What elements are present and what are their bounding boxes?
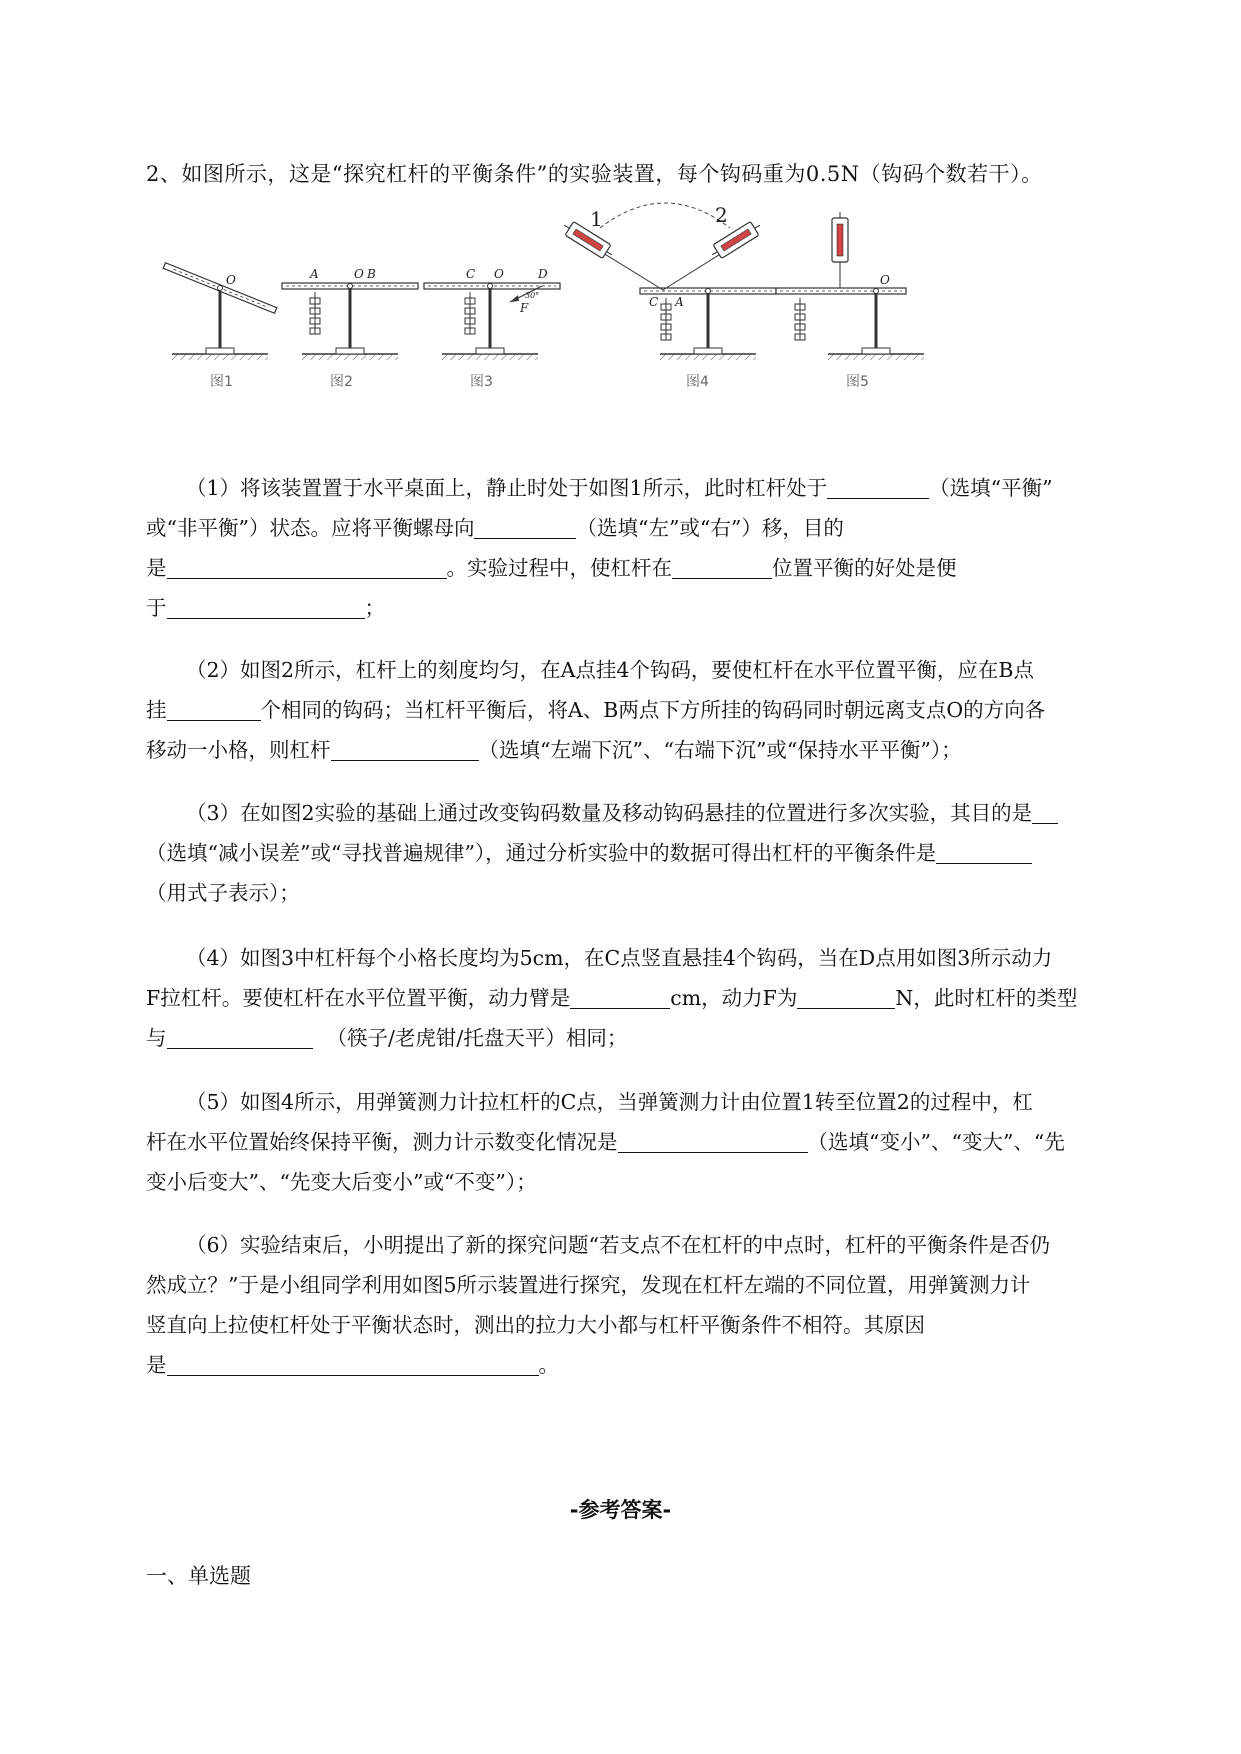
part5-line1: （5）如图4所示，用弹簧测力计拉杠杆的C点，当弹簧测力计由位置1转至位置2的过程中，杠 [186, 1090, 1033, 1114]
part4-blank-2[interactable] [797, 984, 895, 1009]
part5-line2: 杆在水平位置始终保持平衡，测力计示数变化情况是 [146, 1130, 618, 1154]
part1-line2b: （选填“左”或“右”）移，目的 [576, 516, 844, 540]
part-5 [146, 1082, 1176, 1202]
figure-2 [282, 267, 418, 390]
fig5-point-o: O [880, 273, 890, 287]
fig3-point-o: O [494, 267, 504, 281]
fig5-label: 图5 [846, 374, 869, 390]
part-2 [146, 650, 1176, 770]
part6-line4b: 。 [538, 1353, 559, 1377]
part3-line3: （用式子表示）； [146, 881, 300, 905]
part4-blank-3[interactable] [167, 1024, 313, 1049]
part-1 [146, 468, 1176, 628]
part1-line1: （1）将该装置置于水平桌面上，静止时处于如图1所示，此时杠杆处于 [186, 476, 828, 500]
part3-blank-2[interactable] [936, 839, 1032, 864]
part-3 [146, 793, 1176, 913]
fig3-label: 图3 [470, 374, 493, 390]
part6-line2: 然成立？”于是小组同学利用如图5所示装置进行探究，发现在杠杆左端的不同位置，用弹簧测力计 [146, 1273, 1031, 1297]
question-title: 2、如图所示，这是“探究杠杆的平衡条件”的实验装置，每个钩码重为0.5N（钩码个数若干）。 [146, 162, 1043, 186]
part3-line1: （3）在如图2实验的基础上通过改变钩码数量及移动钩码悬挂的位置进行多次实验，其目的是 [186, 801, 1033, 825]
part2-blank-2[interactable] [331, 736, 479, 761]
part3-blank-1[interactable] [1032, 799, 1058, 824]
fig2-label: 图2 [330, 374, 353, 390]
answers-title: -参考答案- [569, 1498, 672, 1522]
section-heading: 一、单选题 [146, 1564, 251, 1588]
fig1-label: 图1 [210, 374, 233, 390]
part1-blank-2[interactable] [474, 514, 576, 539]
part1-blank-3[interactable] [167, 554, 447, 579]
part2-line3: 移动一小格，则杠杆 [146, 738, 331, 762]
fig3-point-d: D [538, 267, 548, 281]
part2-line2: 挂 [146, 698, 167, 722]
fig4-point-c: C [649, 295, 659, 309]
fig2-point-o: O [354, 267, 364, 281]
part1-line3c: 位置平衡的好处是便 [772, 556, 957, 580]
part2-line2b: 个相同的钩码；当杠杆平衡后，将A、B两点下方所挂的钩码同时朝远离支点O的方向各 [260, 698, 1046, 722]
part2-line3b: （选填“左端下沉”、“右端下沉”或“保持水平平衡”）； [478, 738, 962, 762]
part-4 [146, 938, 1176, 1058]
fig4-point-a: A [675, 295, 684, 309]
figure-5 [776, 212, 924, 390]
fig3-force-f: F [520, 301, 529, 315]
fig4-position-2: 2 [715, 203, 728, 227]
part1-line4b: ； [364, 596, 385, 620]
part4-line2: F拉杠杆。要使杠杆在水平位置平衡，动力臂是 [146, 986, 571, 1010]
part5-line2b: （选填“变小”、“变大”、“先 [807, 1130, 1065, 1154]
part4-line1: （4）如图3中杠杆每个小格长度均为5cm，在C点竖直悬挂4个钩码，当在D点用如图3所示动力 [186, 946, 1053, 970]
part4-blank-1[interactable] [570, 984, 670, 1009]
part1-line1b: （选填“平衡” [929, 476, 1053, 500]
part5-line3: 变小后变大”、“先变大后变小”或“不变”）； [146, 1170, 537, 1194]
fig1-point-o: O [226, 273, 236, 287]
part4-line3: 与 [146, 1026, 167, 1050]
part1-line3b: 。实验过程中，使杠杆在 [446, 556, 672, 580]
part6-line4: 是 [146, 1353, 167, 1377]
part1-line4: 于 [146, 596, 167, 620]
fig2-point-b: B [367, 267, 376, 281]
part4-line2b: cm，动力F为 [670, 986, 798, 1010]
part5-blank-1[interactable] [618, 1128, 808, 1153]
fig3-angle: 30° [525, 291, 540, 300]
figure-1 [163, 263, 277, 390]
part6-blank-1[interactable] [167, 1351, 539, 1376]
part3-line2: （选填“减小误差”或“寻找普遍规律”），通过分析实验中的数据可得出杠杆的平衡条件是 [146, 841, 937, 865]
part6-line1: （6）实验结束后，小明提出了新的探究问题“若支点不在杠杆的中点时，杠杆的平衡条件是否仍 [186, 1233, 1051, 1257]
part-6 [146, 1225, 1176, 1385]
part1-blank-5[interactable] [167, 594, 365, 619]
part2-blank-1[interactable] [167, 696, 261, 721]
fig3-point-c: C [466, 267, 476, 281]
part4-line3b: （筷子/老虎钳/托盘天平）相同； [326, 1026, 628, 1050]
fig4-position-1: 1 [590, 207, 603, 231]
fig2-point-a: A [310, 267, 319, 281]
lever-figures [170, 203, 1070, 438]
part6-line3: 竖直向上拉使杠杆处于平衡状态时，测出的拉力大小都与杠杆平衡条件不相符。其原因 [146, 1313, 925, 1337]
figure-4 [560, 203, 776, 390]
part4-line2c: N，此时杠杆的类型 [895, 986, 1078, 1010]
fig4-label: 图4 [686, 374, 709, 390]
part1-blank-1[interactable] [827, 474, 929, 499]
part2-line1: （2）如图2所示，杠杆上的刻度均匀，在A点挂4个钩码，要使杠杆在水平位置平衡，应在B点 [186, 658, 1034, 682]
part1-line3: 是 [146, 556, 167, 580]
part1-line2: 或“非平衡”）状态。应将平衡螺母向 [146, 516, 475, 540]
part1-blank-4[interactable] [672, 554, 772, 579]
figure-3 [424, 267, 560, 390]
